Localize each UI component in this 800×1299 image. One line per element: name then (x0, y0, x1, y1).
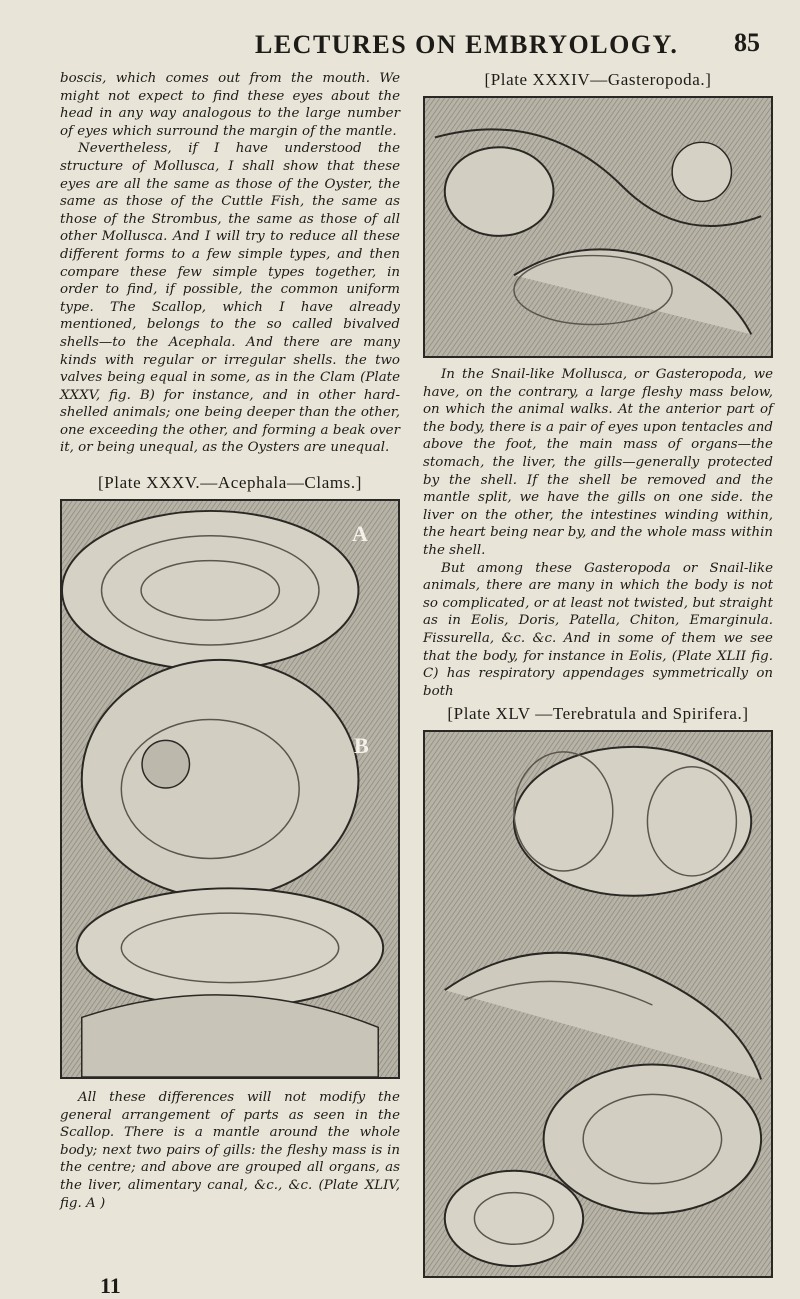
plate-45-caption: [Plate XLV —Terebratula and Spirifera.] (447, 704, 749, 724)
left-paragraph-3: All these differences will not modify the general arrangement of parts as seen in the Scallop. There is a mantle around the whole body; next two pairs of gills: the fleshy mass is in the centre; and above are grouped all organs, as the liver, alimentary canal, &c., &c. (Plate XLIV, fig. A ) (60, 1090, 400, 1211)
signature-mark: 11 (100, 1273, 121, 1298)
page-number: 85 (734, 28, 760, 57)
right-paragraph-2: But among these Gasteropoda or Snail-like animals, there are many in which the body is not so complicated, or at least not twisted, but straight as in Eolis, Doris, Patella, Chiton, Emarginula. Fissurella, &c. &c. And in some of them we see that the body, for instance in Eolis, (Plate XLII fig. C) has respiratory appendages symmetrically on both (423, 560, 773, 699)
right-column (423, 70, 773, 1278)
plate-34-caption: [Plate XXXIV—Gasteropoda.] (484, 70, 712, 89)
gasteropoda-engraving (425, 98, 771, 356)
left-paragraph-2: Nevertheless, if I have understood the structure of Mollusca, I shall show that these eyes are all the same as those of the Oyster, the same as those of the Cuttle Fish, the same as those of the Strombus, the same as those of all other Mollusca. And I will try to reduce all these different forms to a few simple types, and then compare these few simple types together, in order to find, if possible, the common uniform type. The Scallop, which I have already mentioned, belongs to the so called bivalved shells—to the Acephala. And there are many kinds with regular or irregular shells. the two valves being equal in some, as in the Clam (Plate XXXV, fig. B) for instance, and in other hard-shelled animals; one being deeper than the other, one exceeding the other, and forming a beak over it, or being unequal, as the Oysters are unequal. (60, 141, 400, 456)
plate-34-illustration (423, 96, 773, 358)
plate-35-caption: [Plate XXXV.—Acephala—Clams.] (97, 473, 362, 493)
running-head: LECTURES ON EMBRYOLOGY. (255, 30, 679, 59)
plate-35-illustration (60, 499, 400, 1079)
left-paragraph-1: boscis, which comes out from the mouth. We might not expect to find these eyes about the head in any way analogous to the large number of eyes which surround the margin of the mantle. (60, 71, 400, 139)
plate-35-label-b: B (354, 733, 369, 759)
left-column (60, 70, 400, 1212)
plate-45-illustration (423, 730, 773, 1278)
plate-35-label-a: A (352, 521, 368, 547)
right-paragraph-1: In the Snail-like Mollusca, or Gasteropoda, we have, on the contrary, a large fleshy mass below, on which the animal walks. At the anterior part of the body, there is a pair of eyes upon tentacles and above the foot, the main mass of organs—the stomach, the liver, the gills—generally protected by the shell. If the shell be removed and the mantle split, we have the gills on one side. the liver on the other, the intestines winding within, the heart being near by, and the whole mass within the shell. (423, 367, 773, 558)
terebratula-spirifera-engraving (425, 732, 771, 1276)
page-header (0, 30, 800, 60)
clams-engraving (62, 501, 398, 1077)
